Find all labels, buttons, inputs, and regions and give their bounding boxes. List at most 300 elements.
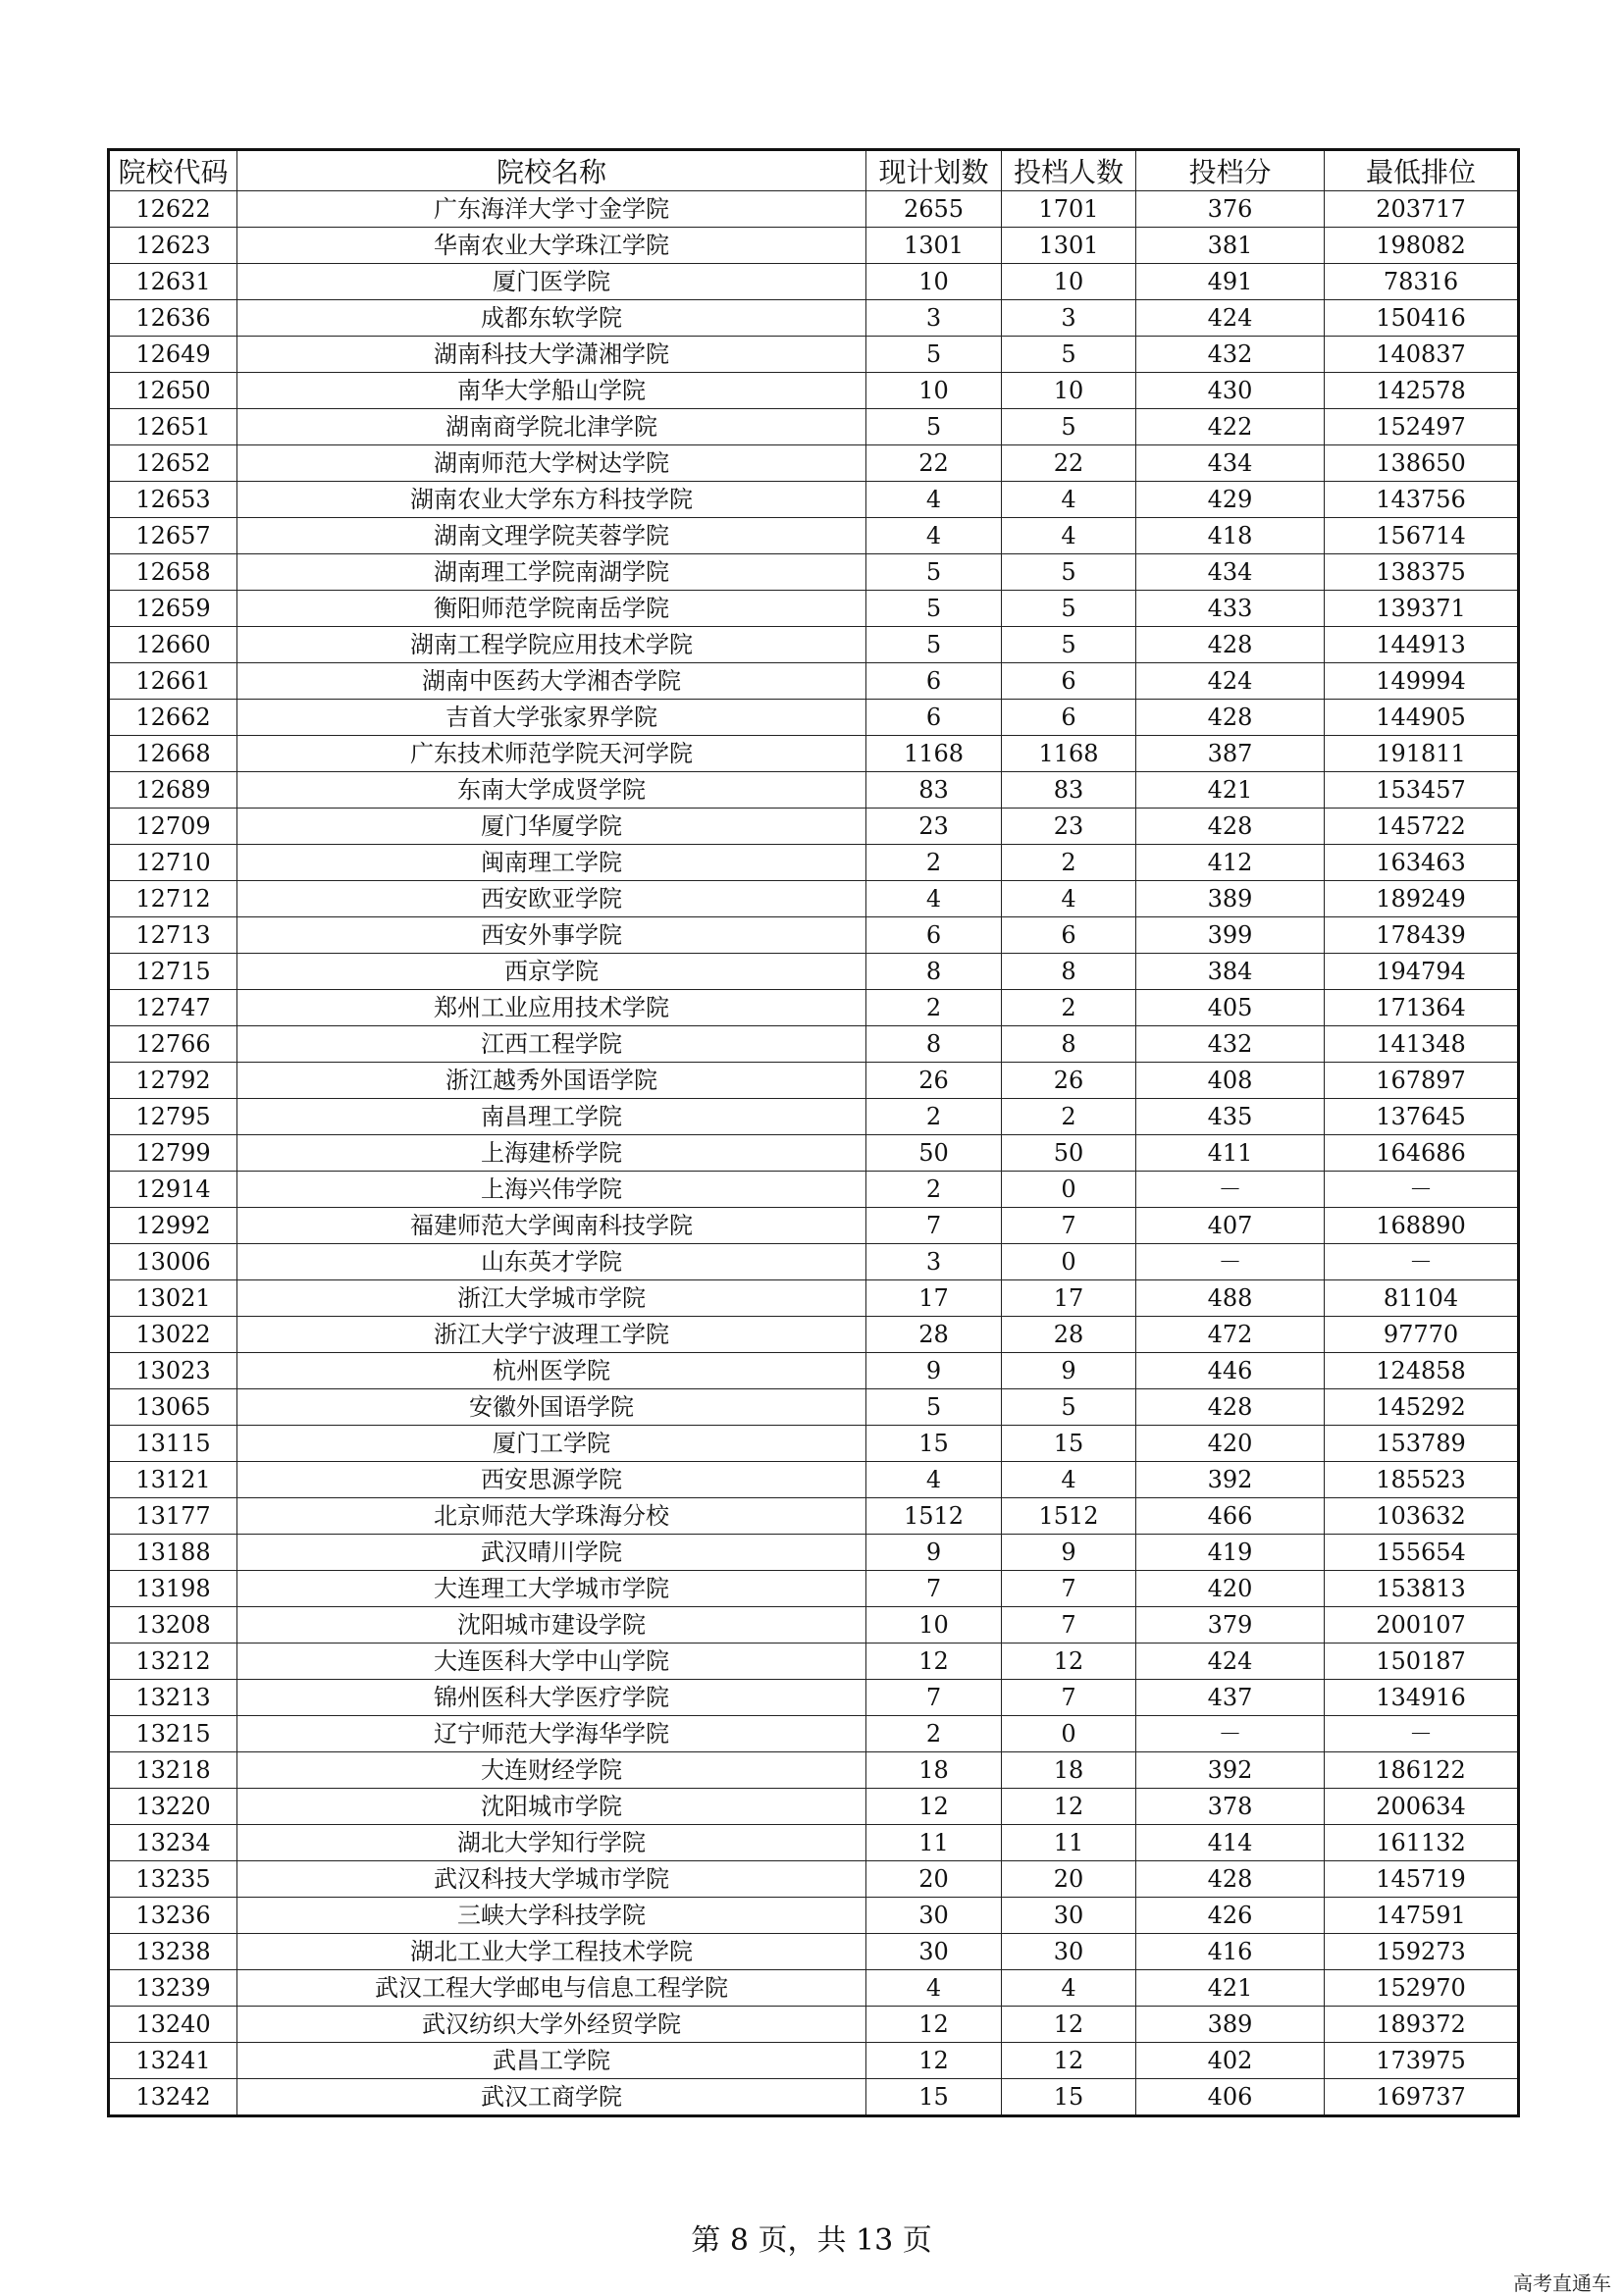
table-row xyxy=(109,1462,1519,1498)
cell-score: 420 xyxy=(1136,1426,1325,1462)
cell-school-name: 广东海洋大学寸金学院 xyxy=(237,191,866,228)
table-row xyxy=(109,663,1519,700)
cell-current-plan: 2 xyxy=(866,1099,1002,1135)
cell-admitted-count: 0 xyxy=(1002,1244,1136,1280)
cell-lowest-rank: 161132 xyxy=(1325,1825,1519,1861)
cell-school-code: 13215 xyxy=(109,1716,237,1752)
cell-lowest-rank: 203717 xyxy=(1325,191,1519,228)
cell-lowest-rank: 149994 xyxy=(1325,663,1519,700)
table-row xyxy=(109,518,1519,554)
cell-admitted-count: 8 xyxy=(1002,1026,1136,1063)
table-row xyxy=(109,1680,1519,1716)
cell-current-plan: 4 xyxy=(866,1970,1002,2007)
cell-lowest-rank: 138375 xyxy=(1325,554,1519,591)
cell-school-code: 13198 xyxy=(109,1571,237,1607)
cell-lowest-rank: 169737 xyxy=(1325,2079,1519,2116)
cell-school-code: 13239 xyxy=(109,1970,237,2007)
cell-lowest-rank: 138650 xyxy=(1325,445,1519,482)
table-row xyxy=(109,627,1519,663)
cell-school-code: 12622 xyxy=(109,191,237,228)
table-row xyxy=(109,1571,1519,1607)
cell-admitted-count: 30 xyxy=(1002,1898,1136,1934)
cell-school-name: 大连理工大学城市学院 xyxy=(237,1571,866,1607)
cell-score: 446 xyxy=(1136,1353,1325,1389)
cell-score: 378 xyxy=(1136,1789,1325,1825)
cell-lowest-rank: 200107 xyxy=(1325,1607,1519,1644)
cell-admitted-count: 9 xyxy=(1002,1535,1136,1571)
cell-lowest-rank: 200634 xyxy=(1325,1789,1519,1825)
cell-school-name: 北京师范大学珠海分校 xyxy=(237,1498,866,1535)
cell-score: 399 xyxy=(1136,917,1325,954)
cell-school-code: 13220 xyxy=(109,1789,237,1825)
cell-current-plan: 5 xyxy=(866,554,1002,591)
cell-school-code: 13236 xyxy=(109,1898,237,1934)
table-row xyxy=(109,1752,1519,1789)
header-score: 投档分 xyxy=(1136,150,1325,191)
cell-score: 408 xyxy=(1136,1063,1325,1099)
cell-school-name: 西安欧亚学院 xyxy=(237,881,866,917)
table-row xyxy=(109,1789,1519,1825)
cell-lowest-rank: 198082 xyxy=(1325,228,1519,264)
cell-score: 419 xyxy=(1136,1535,1325,1571)
cell-school-code: 13218 xyxy=(109,1752,237,1789)
table-row xyxy=(109,409,1519,445)
table-row xyxy=(109,1535,1519,1571)
cell-score: 402 xyxy=(1136,2043,1325,2079)
cell-admitted-count: 30 xyxy=(1002,1934,1136,1970)
cell-score: 435 xyxy=(1136,1099,1325,1135)
cell-school-code: 12747 xyxy=(109,990,237,1026)
cell-score: 379 xyxy=(1136,1607,1325,1644)
cell-lowest-rank: － xyxy=(1325,1172,1519,1208)
cell-school-name: 安徽外国语学院 xyxy=(237,1389,866,1426)
cell-score: 389 xyxy=(1136,881,1325,917)
cell-school-name: 湖南科技大学潇湘学院 xyxy=(237,337,866,373)
table-row xyxy=(109,1934,1519,1970)
cell-current-plan: 4 xyxy=(866,1462,1002,1498)
cell-current-plan: 2 xyxy=(866,1172,1002,1208)
cell-score: 429 xyxy=(1136,482,1325,518)
cell-admitted-count: 10 xyxy=(1002,264,1136,300)
cell-school-name: 上海兴伟学院 xyxy=(237,1172,866,1208)
cell-lowest-rank: － xyxy=(1325,1716,1519,1752)
cell-school-code: 12653 xyxy=(109,482,237,518)
cell-school-code: 13023 xyxy=(109,1353,237,1389)
table-row xyxy=(109,1825,1519,1861)
cell-school-name: 厦门华厦学院 xyxy=(237,809,866,845)
cell-lowest-rank: 189249 xyxy=(1325,881,1519,917)
cell-school-code: 13006 xyxy=(109,1244,237,1280)
table-row xyxy=(109,954,1519,990)
cell-lowest-rank: 124858 xyxy=(1325,1353,1519,1389)
cell-school-code: 12713 xyxy=(109,917,237,954)
cell-current-plan: 10 xyxy=(866,1607,1002,1644)
cell-lowest-rank: 153789 xyxy=(1325,1426,1519,1462)
cell-current-plan: 2 xyxy=(866,1716,1002,1752)
cell-school-code: 13235 xyxy=(109,1861,237,1898)
cell-lowest-rank: 191811 xyxy=(1325,736,1519,772)
cell-admitted-count: 12 xyxy=(1002,1644,1136,1680)
cell-school-name: 武汉科技大学城市学院 xyxy=(237,1861,866,1898)
cell-admitted-count: 2 xyxy=(1002,990,1136,1026)
cell-score: 411 xyxy=(1136,1135,1325,1172)
cell-lowest-rank: 155654 xyxy=(1325,1535,1519,1571)
cell-school-code: 12992 xyxy=(109,1208,237,1244)
table-row xyxy=(109,736,1519,772)
cell-current-plan: 9 xyxy=(866,1353,1002,1389)
cell-score: 434 xyxy=(1136,445,1325,482)
cell-school-code: 12715 xyxy=(109,954,237,990)
cell-school-name: 武汉纺织大学外经贸学院 xyxy=(237,2007,866,2043)
cell-school-name: 杭州医学院 xyxy=(237,1353,866,1389)
cell-admitted-count: 6 xyxy=(1002,700,1136,736)
cell-school-name: 郑州工业应用技术学院 xyxy=(237,990,866,1026)
cell-admitted-count: 4 xyxy=(1002,1462,1136,1498)
cell-admitted-count: 7 xyxy=(1002,1607,1136,1644)
cell-school-name: 福建师范大学闽南科技学院 xyxy=(237,1208,866,1244)
cell-lowest-rank: 139371 xyxy=(1325,591,1519,627)
cell-school-code: 12668 xyxy=(109,736,237,772)
table-row xyxy=(109,191,1519,228)
cell-school-name: 吉首大学张家界学院 xyxy=(237,700,866,736)
cell-current-plan: 6 xyxy=(866,917,1002,954)
cell-score: 472 xyxy=(1136,1317,1325,1353)
cell-score: 405 xyxy=(1136,990,1325,1026)
table-row xyxy=(109,917,1519,954)
cell-score: 421 xyxy=(1136,772,1325,809)
table-row xyxy=(109,1244,1519,1280)
table-row xyxy=(109,300,1519,337)
cell-school-name: 锦州医科大学医疗学院 xyxy=(237,1680,866,1716)
cell-score: 392 xyxy=(1136,1462,1325,1498)
cell-lowest-rank: 145719 xyxy=(1325,1861,1519,1898)
table-row xyxy=(109,1389,1519,1426)
cell-score: 381 xyxy=(1136,228,1325,264)
cell-admitted-count: 22 xyxy=(1002,445,1136,482)
cell-current-plan: 15 xyxy=(866,2079,1002,2116)
cell-school-name: 大连财经学院 xyxy=(237,1752,866,1789)
admission-table xyxy=(107,148,1520,2117)
cell-score: 426 xyxy=(1136,1898,1325,1934)
cell-current-plan: 12 xyxy=(866,2007,1002,2043)
cell-school-name: 湖南文理学院芙蓉学院 xyxy=(237,518,866,554)
cell-school-code: 13240 xyxy=(109,2007,237,2043)
cell-score: 466 xyxy=(1136,1498,1325,1535)
cell-lowest-rank: 103632 xyxy=(1325,1498,1519,1535)
cell-current-plan: 2655 xyxy=(866,191,1002,228)
cell-school-code: 12710 xyxy=(109,845,237,881)
cell-lowest-rank: 145292 xyxy=(1325,1389,1519,1426)
cell-admitted-count: 83 xyxy=(1002,772,1136,809)
cell-school-code: 12652 xyxy=(109,445,237,482)
cell-school-name: 沈阳城市建设学院 xyxy=(237,1607,866,1644)
cell-score: 424 xyxy=(1136,663,1325,700)
cell-lowest-rank: 144905 xyxy=(1325,700,1519,736)
cell-school-name: 西安思源学院 xyxy=(237,1462,866,1498)
cell-school-code: 13234 xyxy=(109,1825,237,1861)
cell-current-plan: 26 xyxy=(866,1063,1002,1099)
cell-school-name: 衡阳师范学院南岳学院 xyxy=(237,591,866,627)
table-row xyxy=(109,1607,1519,1644)
cell-school-name: 武汉工程大学邮电与信息工程学院 xyxy=(237,1970,866,2007)
cell-admitted-count: 12 xyxy=(1002,2043,1136,2079)
cell-school-name: 厦门工学院 xyxy=(237,1426,866,1462)
cell-school-code: 12709 xyxy=(109,809,237,845)
cell-score: 420 xyxy=(1136,1571,1325,1607)
cell-score: 488 xyxy=(1136,1280,1325,1317)
cell-current-plan: 8 xyxy=(866,954,1002,990)
cell-lowest-rank: 153813 xyxy=(1325,1571,1519,1607)
cell-admitted-count: 11 xyxy=(1002,1825,1136,1861)
cell-school-name: 辽宁师范大学海华学院 xyxy=(237,1716,866,1752)
table-row xyxy=(109,809,1519,845)
table-row xyxy=(109,2043,1519,2079)
header-school-name: 院校名称 xyxy=(237,150,866,191)
cell-admitted-count: 5 xyxy=(1002,554,1136,591)
cell-school-name: 江西工程学院 xyxy=(237,1026,866,1063)
cell-lowest-rank: 97770 xyxy=(1325,1317,1519,1353)
cell-school-name: 沈阳城市学院 xyxy=(237,1789,866,1825)
table-row xyxy=(109,845,1519,881)
cell-school-code: 12795 xyxy=(109,1099,237,1135)
cell-current-plan: 1512 xyxy=(866,1498,1002,1535)
cell-school-code: 12658 xyxy=(109,554,237,591)
cell-lowest-rank: 147591 xyxy=(1325,1898,1519,1934)
cell-lowest-rank: 168890 xyxy=(1325,1208,1519,1244)
cell-school-code: 13188 xyxy=(109,1535,237,1571)
cell-current-plan: 17 xyxy=(866,1280,1002,1317)
cell-admitted-count: 17 xyxy=(1002,1280,1136,1317)
cell-school-name: 闽南理工学院 xyxy=(237,845,866,881)
cell-score: 424 xyxy=(1136,300,1325,337)
cell-school-name: 湖南工程学院应用技术学院 xyxy=(237,627,866,663)
table-row xyxy=(109,554,1519,591)
table-row xyxy=(109,591,1519,627)
cell-admitted-count: 9 xyxy=(1002,1353,1136,1389)
cell-current-plan: 12 xyxy=(866,1789,1002,1825)
cell-current-plan: 11 xyxy=(866,1825,1002,1861)
cell-school-code: 12660 xyxy=(109,627,237,663)
cell-admitted-count: 8 xyxy=(1002,954,1136,990)
cell-school-code: 12631 xyxy=(109,264,237,300)
table-body xyxy=(109,191,1519,2116)
cell-school-code: 12650 xyxy=(109,373,237,409)
cell-score: 407 xyxy=(1136,1208,1325,1244)
cell-score: － xyxy=(1136,1244,1325,1280)
cell-school-code: 13021 xyxy=(109,1280,237,1317)
cell-current-plan: 30 xyxy=(866,1898,1002,1934)
table-row xyxy=(109,1716,1519,1752)
cell-school-name: 湖南商学院北津学院 xyxy=(237,409,866,445)
table-row xyxy=(109,1317,1519,1353)
cell-score: 432 xyxy=(1136,1026,1325,1063)
table-row xyxy=(109,1099,1519,1135)
cell-admitted-count: 2 xyxy=(1002,845,1136,881)
table-row xyxy=(109,337,1519,373)
cell-school-code: 12799 xyxy=(109,1135,237,1172)
cell-school-code: 13177 xyxy=(109,1498,237,1535)
table-row xyxy=(109,1898,1519,1934)
cell-score: 428 xyxy=(1136,1861,1325,1898)
cell-lowest-rank: 186122 xyxy=(1325,1752,1519,1789)
cell-school-name: 上海建桥学院 xyxy=(237,1135,866,1172)
table-row xyxy=(109,228,1519,264)
cell-admitted-count: 26 xyxy=(1002,1063,1136,1099)
table-row xyxy=(109,264,1519,300)
cell-admitted-count: 7 xyxy=(1002,1571,1136,1607)
cell-current-plan: 12 xyxy=(866,1644,1002,1680)
table-header-row xyxy=(109,150,1519,191)
cell-lowest-rank: 137645 xyxy=(1325,1099,1519,1135)
cell-admitted-count: 15 xyxy=(1002,1426,1136,1462)
cell-lowest-rank: 150416 xyxy=(1325,300,1519,337)
cell-school-name: 东南大学成贤学院 xyxy=(237,772,866,809)
cell-school-name: 湖南中医药大学湘杏学院 xyxy=(237,663,866,700)
table-row xyxy=(109,445,1519,482)
table-row xyxy=(109,1970,1519,2007)
cell-school-code: 12657 xyxy=(109,518,237,554)
cell-current-plan: 7 xyxy=(866,1571,1002,1607)
cell-admitted-count: 1512 xyxy=(1002,1498,1136,1535)
cell-admitted-count: 1168 xyxy=(1002,736,1136,772)
cell-admitted-count: 6 xyxy=(1002,663,1136,700)
cell-school-code: 12651 xyxy=(109,409,237,445)
cell-score: 376 xyxy=(1136,191,1325,228)
cell-score: 406 xyxy=(1136,2079,1325,2116)
cell-school-code: 12649 xyxy=(109,337,237,373)
cell-lowest-rank: 185523 xyxy=(1325,1462,1519,1498)
cell-admitted-count: 3 xyxy=(1002,300,1136,337)
cell-current-plan: 1301 xyxy=(866,228,1002,264)
cell-admitted-count: 0 xyxy=(1002,1716,1136,1752)
cell-admitted-count: 20 xyxy=(1002,1861,1136,1898)
cell-admitted-count: 1301 xyxy=(1002,228,1136,264)
header-admitted-count: 投档人数 xyxy=(1002,150,1136,191)
table-row xyxy=(109,1426,1519,1462)
cell-lowest-rank: 163463 xyxy=(1325,845,1519,881)
cell-school-name: 湖南理工学院南湖学院 xyxy=(237,554,866,591)
table-row xyxy=(109,700,1519,736)
cell-school-name: 浙江越秀外国语学院 xyxy=(237,1063,866,1099)
cell-lowest-rank: 142578 xyxy=(1325,373,1519,409)
cell-admitted-count: 18 xyxy=(1002,1752,1136,1789)
cell-score: － xyxy=(1136,1716,1325,1752)
cell-lowest-rank: 152970 xyxy=(1325,1970,1519,2007)
cell-current-plan: 4 xyxy=(866,482,1002,518)
table-row xyxy=(109,990,1519,1026)
cell-lowest-rank: 156714 xyxy=(1325,518,1519,554)
cell-lowest-rank: 194794 xyxy=(1325,954,1519,990)
table-row xyxy=(109,1498,1519,1535)
cell-school-name: 大连医科大学中山学院 xyxy=(237,1644,866,1680)
cell-current-plan: 5 xyxy=(866,627,1002,663)
cell-current-plan: 4 xyxy=(866,881,1002,917)
cell-school-code: 12689 xyxy=(109,772,237,809)
cell-current-plan: 12 xyxy=(866,2043,1002,2079)
cell-score: 491 xyxy=(1136,264,1325,300)
cell-score: 434 xyxy=(1136,554,1325,591)
cell-admitted-count: 1701 xyxy=(1002,191,1136,228)
cell-score: 428 xyxy=(1136,1389,1325,1426)
cell-current-plan: 15 xyxy=(866,1426,1002,1462)
header-current-plan: 现计划数 xyxy=(866,150,1002,191)
cell-lowest-rank: 189372 xyxy=(1325,2007,1519,2043)
cell-score: 430 xyxy=(1136,373,1325,409)
cell-current-plan: 10 xyxy=(866,373,1002,409)
cell-current-plan: 23 xyxy=(866,809,1002,845)
cell-school-name: 湖北大学知行学院 xyxy=(237,1825,866,1861)
cell-admitted-count: 12 xyxy=(1002,1789,1136,1825)
cell-admitted-count: 7 xyxy=(1002,1208,1136,1244)
cell-score: 392 xyxy=(1136,1752,1325,1789)
cell-lowest-rank: 134916 xyxy=(1325,1680,1519,1716)
cell-school-code: 12659 xyxy=(109,591,237,627)
cell-score: 387 xyxy=(1136,736,1325,772)
cell-lowest-rank: 167897 xyxy=(1325,1063,1519,1099)
cell-school-name: 武汉晴川学院 xyxy=(237,1535,866,1571)
cell-lowest-rank: 153457 xyxy=(1325,772,1519,809)
cell-school-code: 13115 xyxy=(109,1426,237,1462)
cell-current-plan: 5 xyxy=(866,409,1002,445)
cell-lowest-rank: 171364 xyxy=(1325,990,1519,1026)
table-row xyxy=(109,1135,1519,1172)
cell-school-name: 浙江大学城市学院 xyxy=(237,1280,866,1317)
cell-school-name: 浙江大学宁波理工学院 xyxy=(237,1317,866,1353)
cell-school-name: 湖北工业大学工程技术学院 xyxy=(237,1934,866,1970)
cell-score: 437 xyxy=(1136,1680,1325,1716)
cell-lowest-rank: 143756 xyxy=(1325,482,1519,518)
cell-lowest-rank: 81104 xyxy=(1325,1280,1519,1317)
cell-school-code: 13022 xyxy=(109,1317,237,1353)
cell-admitted-count: 5 xyxy=(1002,1389,1136,1426)
cell-admitted-count: 5 xyxy=(1002,409,1136,445)
page-number: 第 8 页，共 13 页 xyxy=(691,2223,932,2258)
table-row xyxy=(109,1063,1519,1099)
header-lowest-rank: 最低排位 xyxy=(1325,150,1519,191)
cell-admitted-count: 5 xyxy=(1002,627,1136,663)
cell-score: 384 xyxy=(1136,954,1325,990)
cell-score: 412 xyxy=(1136,845,1325,881)
cell-admitted-count: 4 xyxy=(1002,1970,1136,2007)
table-row xyxy=(109,881,1519,917)
cell-score: 414 xyxy=(1136,1825,1325,1861)
cell-school-code: 12792 xyxy=(109,1063,237,1099)
cell-current-plan: 10 xyxy=(866,264,1002,300)
cell-score: 433 xyxy=(1136,591,1325,627)
cell-school-name: 成都东软学院 xyxy=(237,300,866,337)
cell-current-plan: 6 xyxy=(866,663,1002,700)
table-row xyxy=(109,1026,1519,1063)
cell-school-code: 13238 xyxy=(109,1934,237,1970)
cell-school-name: 湖南师范大学树达学院 xyxy=(237,445,866,482)
cell-school-name: 厦门医学院 xyxy=(237,264,866,300)
table-row xyxy=(109,2007,1519,2043)
cell-school-code: 13242 xyxy=(109,2079,237,2116)
cell-current-plan: 20 xyxy=(866,1861,1002,1898)
table-row xyxy=(109,1644,1519,1680)
cell-school-code: 13213 xyxy=(109,1680,237,1716)
cell-current-plan: 3 xyxy=(866,300,1002,337)
cell-school-code: 12623 xyxy=(109,228,237,264)
table-row xyxy=(109,1208,1519,1244)
cell-score: 428 xyxy=(1136,809,1325,845)
table-row xyxy=(109,1280,1519,1317)
cell-school-name: 西安外事学院 xyxy=(237,917,866,954)
cell-school-name: 武汉工商学院 xyxy=(237,2079,866,2116)
cell-current-plan: 4 xyxy=(866,518,1002,554)
table-row xyxy=(109,1172,1519,1208)
cell-current-plan: 30 xyxy=(866,1934,1002,1970)
